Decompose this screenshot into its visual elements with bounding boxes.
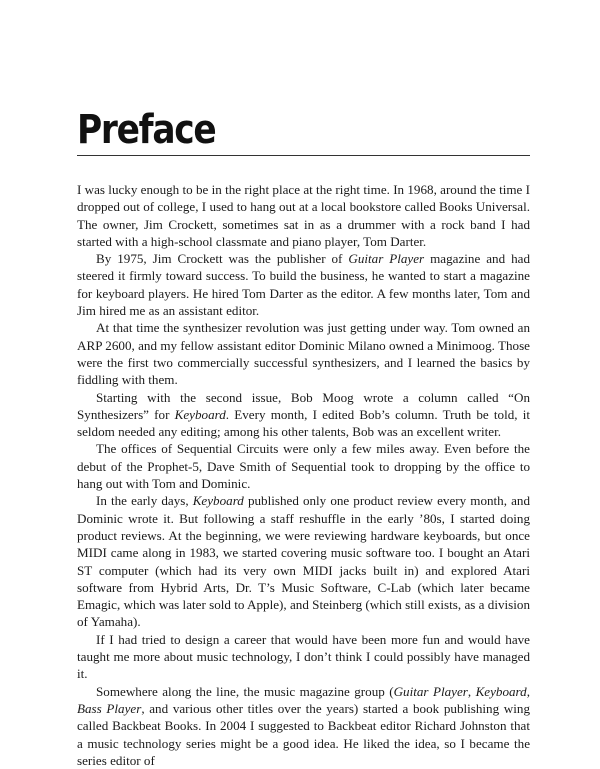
paragraph-text: , bbox=[467, 683, 476, 699]
paragraph bbox=[77, 181, 530, 250]
paragraph-text: In the early days, bbox=[96, 493, 193, 509]
paragraph bbox=[77, 492, 530, 630]
paragraph bbox=[77, 440, 530, 492]
paragraph-text: , bbox=[526, 683, 530, 699]
italic-title-text: Guitar Player bbox=[348, 251, 425, 267]
paragraph-text: By 1975, Jim Crockett was the publisher of bbox=[96, 251, 349, 267]
paragraph bbox=[77, 631, 530, 683]
italic-title-text: Keyboard bbox=[192, 493, 244, 509]
italic-title-text: Bass Player bbox=[77, 700, 142, 716]
paragraph-text: Starting with the second issue, Bob Moog wrote a column called “On Synthesizers” for bbox=[77, 389, 530, 422]
paragraph-text: The offices of Sequential Circuits were only a few miles away. Even before the debut of the Prophet-5, Dave Smith of Sequential took to dropping by the office to hang out with Tom and Dominic. bbox=[77, 441, 530, 492]
title-rule bbox=[77, 155, 530, 156]
paragraph-text: , and various other titles over the years) started a book publishing wing called Backbeat Books. In 2004 I suggested to Backbeat editor Richard Johnston that a music technology series might be a good idea. He liked the idea, so I became the series editor of bbox=[77, 700, 530, 768]
preface-body bbox=[77, 181, 530, 769]
paragraph bbox=[77, 389, 530, 441]
paragraph-text: At that time the synthesizer revolution was just getting under way. Tom owned an ARP 2600, and my fellow assistant editor Dominic Milano owned a Minimoog. Those were the first two commercially successful synthesizers, and I learned the basics by fiddling with them. bbox=[77, 320, 530, 388]
paragraph bbox=[77, 319, 530, 388]
italic-title-text: Keyboard bbox=[475, 683, 527, 699]
italic-title-text: Guitar Player bbox=[393, 683, 468, 699]
paragraph bbox=[77, 250, 530, 319]
paragraph-text: If I had tried to design a career that would have been more fun and would have taught me more about music technology, I don’t think I could possibly have managed it. bbox=[77, 631, 530, 682]
paragraph-text: Somewhere along the line, the music magazine group ( bbox=[96, 683, 394, 699]
page-title: Preface bbox=[77, 107, 216, 153]
italic-title-text: Keyboard bbox=[174, 406, 226, 422]
paragraph-text: . Every month, I edited Bob’s column. Truth be told, it seldom needed any editing; among his other talents, Bob was an excellent writer. bbox=[77, 406, 531, 440]
paragraph-text: I was lucky enough to be in the right place at the right time. In 1968, around the time I dropped out of college, I used to hang out at a local bookstore called Books Universal. The owner, Jim Crockett, sometimes sat in as a drummer with a rock band I had started with a high-school classmate and piano player, Tom Darter. bbox=[77, 182, 530, 249]
paragraph-text: published only one product review every month, and Dominic wrote it. But following a staff reshuffle in the early ’80s, I started doing product reviews. At the beginning, we were reviewing hardware keyboards, but once MIDI came along in 1983, we started covering music software too. I bought an Atari ST computer (which had its very own MIDI jacks built in) and explored Atari software from Hybrid Arts, Dr. T’s Music Software, C-Lab (which later became Emagic, which was later sold to Apple), and Steinberg (which still exists, as a division of Yamaha). bbox=[77, 493, 530, 630]
paragraph bbox=[77, 683, 530, 769]
paragraph-text: magazine and had steered it firmly toward success. To build the business, he wanted to start a magazine for keyboard players. He hired Tom Darter as the editor. A few months later, Tom and Jim hired me as an assistant editor. bbox=[77, 251, 530, 319]
